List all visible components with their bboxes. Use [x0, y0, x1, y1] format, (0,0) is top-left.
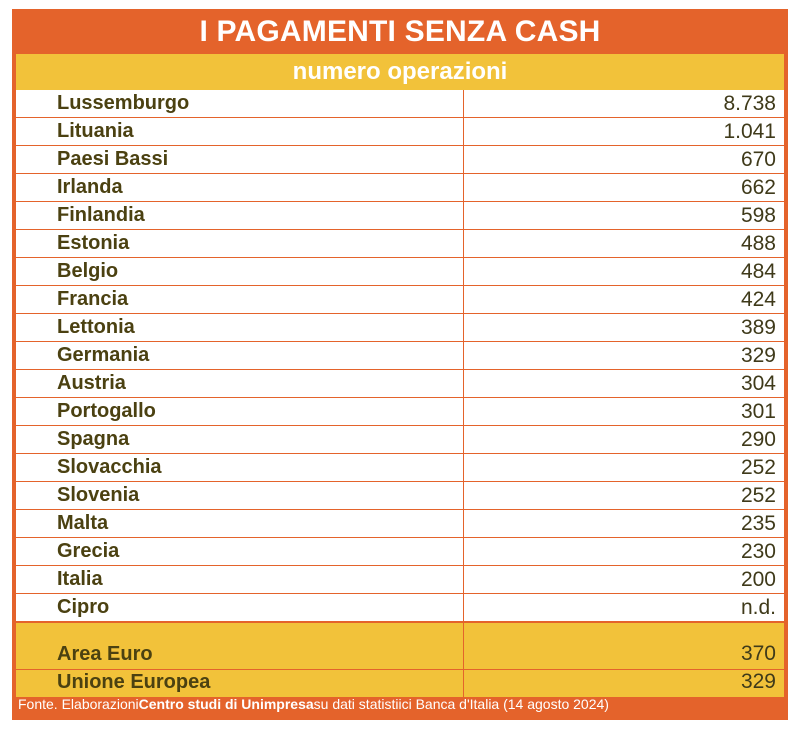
table-row	[16, 510, 784, 538]
table-row	[16, 90, 784, 118]
country-cell: Cipro	[16, 594, 464, 621]
country-cell: Austria	[16, 370, 464, 397]
source-suffix: su dati statistiici Banca d'Italia (14 agosto 2024)	[313, 696, 609, 712]
country-cell: Grecia	[16, 538, 464, 565]
summary-label: Unione Europea	[16, 670, 464, 697]
country-cell: Belgio	[16, 258, 464, 285]
source-note	[18, 692, 784, 716]
table-row	[16, 146, 784, 174]
value-cell: 301	[740, 399, 776, 423]
table-subtitle: numero operazioni	[16, 54, 784, 90]
country-cell: Finlandia	[16, 202, 464, 229]
table-row	[16, 258, 784, 286]
country-cell: Lituania	[16, 118, 464, 145]
table-row	[16, 454, 784, 482]
table-title: I PAGAMENTI SENZA CASH	[199, 14, 601, 48]
value-cell: 252	[740, 483, 776, 507]
value-cell: 662	[740, 175, 776, 199]
table-row	[16, 314, 784, 342]
country-cell: Francia	[16, 286, 464, 313]
country-cell: Germania	[16, 342, 464, 369]
table-row	[16, 398, 784, 426]
country-cell: Portogallo	[16, 398, 464, 425]
summary-value: 329	[740, 670, 776, 693]
table-row	[16, 118, 784, 146]
value-cell: 488	[740, 231, 776, 255]
value-cell: 304	[740, 371, 776, 395]
country-cell: Spagna	[16, 426, 464, 453]
summary-block	[16, 623, 784, 697]
table-row	[16, 482, 784, 510]
country-cell: Paesi Bassi	[16, 146, 464, 173]
table-frame	[12, 9, 788, 720]
country-cell: Lettonia	[16, 314, 464, 341]
country-cell: Estonia	[16, 230, 464, 257]
value-cell: 389	[740, 315, 776, 339]
table-row	[16, 174, 784, 202]
value-cell: 200	[740, 567, 776, 591]
value-cell: 230	[740, 539, 776, 563]
table-row	[16, 566, 784, 594]
value-cell: 252	[740, 455, 776, 479]
table-row	[16, 538, 784, 566]
country-cell: Irlanda	[16, 174, 464, 201]
value-cell: 670	[740, 147, 776, 171]
summary-row	[16, 623, 784, 670]
value-cell: 329	[740, 343, 776, 367]
source-prefix: Fonte. Elaborazioni	[18, 696, 139, 712]
value-cell: 235	[740, 511, 776, 535]
table-row	[16, 286, 784, 314]
value-cell: 484	[740, 259, 776, 283]
table-row	[16, 230, 784, 258]
value-cell: 424	[740, 287, 776, 311]
table-row	[16, 202, 784, 230]
table-row	[16, 342, 784, 370]
summary-value: 370	[740, 642, 776, 665]
country-cell: Slovacchia	[16, 454, 464, 481]
source-org: Centro studi di Unimpresa	[138, 696, 314, 712]
country-cell: Slovenia	[16, 482, 464, 509]
country-cell: Malta	[16, 510, 464, 537]
value-cell: 598	[740, 203, 776, 227]
value-cell: n.d.	[740, 595, 776, 619]
country-cell: Lussemburgo	[16, 90, 464, 117]
value-cell: 290	[740, 427, 776, 451]
data-table	[16, 90, 784, 622]
table-row	[16, 594, 784, 622]
table-row	[16, 426, 784, 454]
value-cell: 1.041	[723, 119, 776, 143]
summary-label: Area Euro	[16, 623, 464, 669]
table-row	[16, 370, 784, 398]
country-cell: Italia	[16, 566, 464, 593]
value-cell: 8.738	[723, 91, 776, 115]
